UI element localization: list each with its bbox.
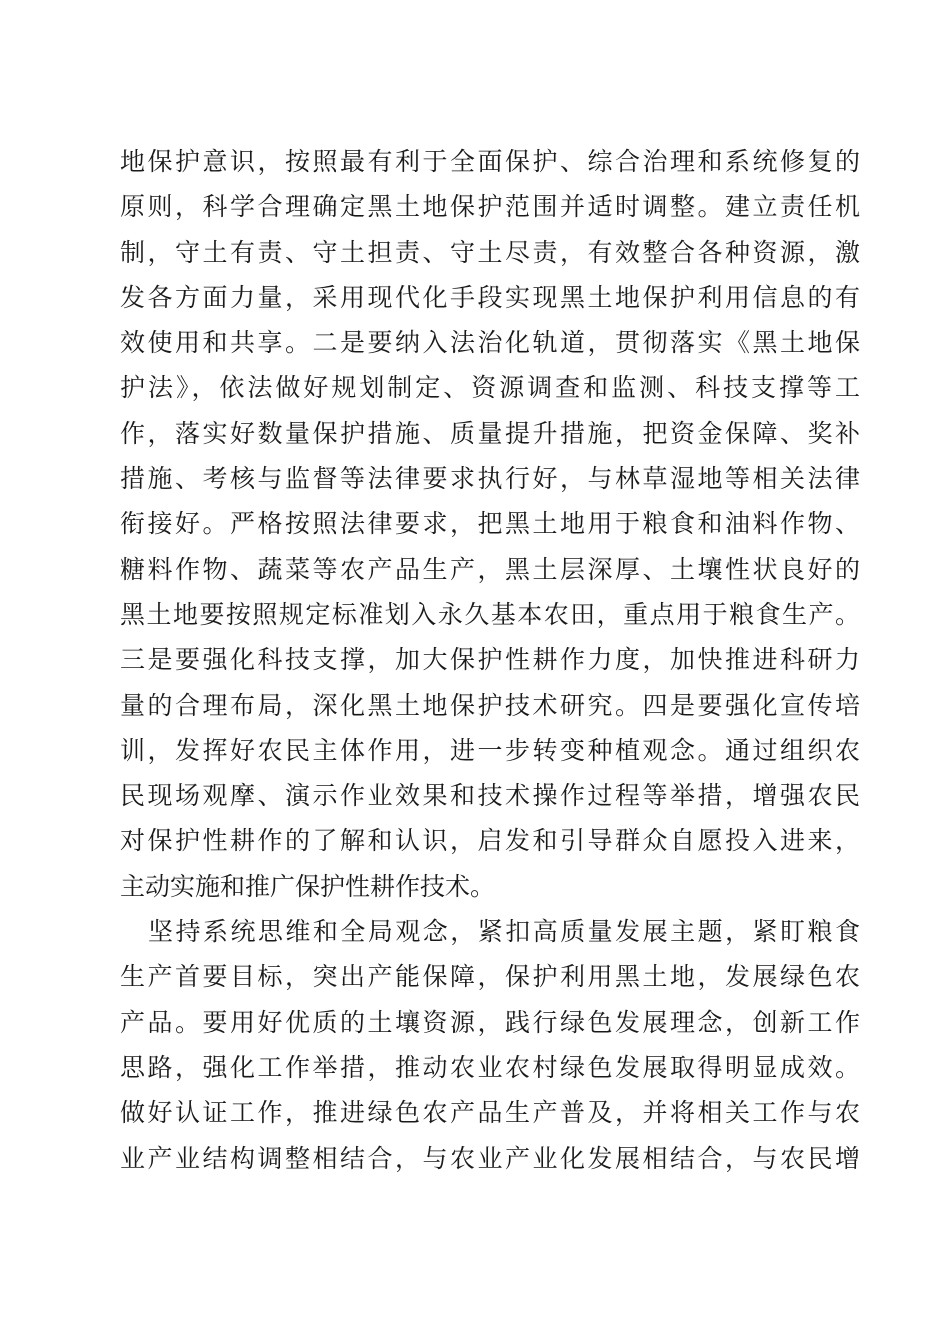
- text-line: 制，守土有责、守土担责、守土尽责，有效整合各种资源，激: [120, 237, 860, 267]
- text-line: 糖料作物、蔬菜等农产品生产，黑土层深厚、土壤性状良好的: [120, 554, 860, 584]
- text-line: 坚持系统思维和全局观念，紧扣高质量发展主题，紧盯粮食: [148, 917, 860, 947]
- text-line: 主动实施和推广保护性耕作技术。: [120, 871, 496, 901]
- text-line: 对保护性耕作的了解和认识，启发和引导群众自愿投入进来，: [120, 826, 860, 856]
- text-line: 三是要强化科技支撑，加大保护性耕作力度，加快推进科研力: [120, 645, 860, 675]
- text-line: 训，发挥好农民主体作用，进一步转变种植观念。通过组织农: [120, 735, 860, 765]
- text-line: 原则，科学合理确定黑土地保护范围并适时调整。建立责任机: [120, 192, 860, 222]
- text-line: 措施、考核与监督等法律要求执行好，与林草湿地等相关法律: [120, 464, 860, 494]
- text-line: 思路，强化工作举措，推动农业农村绿色发展取得明显成效。: [120, 1052, 860, 1082]
- text-line: 产品。要用好优质的土壤资源，践行绿色发展理念，创新工作: [120, 1007, 860, 1037]
- text-line: 地保护意识，按照最有利于全面保护、综合治理和系统修复的: [120, 147, 860, 176]
- text-line: 衔接好。严格按照法律要求，把黑土地用于粮食和油料作物、: [120, 509, 860, 539]
- text-line: 黑土地要按照规定标准划入永久基本农田，重点用于粮食生产。: [120, 599, 860, 629]
- body-text: [120, 139, 860, 1181]
- paragraph-2: [120, 909, 860, 1181]
- text-line: 生产首要目标，突出产能保障，保护利用黑土地，发展绿色农: [120, 962, 860, 992]
- text-line: 护法》，依法做好规划制定、资源调查和监测、科技支撑等工: [120, 373, 860, 403]
- text-line: 效使用和共享。二是要纳入法治化轨道，贯彻落实《黑土地保: [120, 328, 860, 358]
- paragraph-1: [120, 139, 860, 909]
- text-line: 量的合理布局，深化黑土地保护技术研究。四是要强化宣传培: [120, 690, 860, 720]
- text-line: 作，落实好数量保护措施、质量提升措施，把资金保障、奖补: [120, 418, 860, 448]
- text-line: 业产业结构调整相结合，与农业产业化发展相结合，与农民增: [120, 1143, 860, 1173]
- text-line: 做好认证工作，推进绿色农产品生产普及，并将相关工作与农: [120, 1098, 860, 1128]
- text-line: 发各方面力量，采用现代化手段实现黑土地保护利用信息的有: [120, 282, 860, 312]
- text-line: 民现场观摩、演示作业效果和技术操作过程等举措，增强农民: [120, 781, 860, 811]
